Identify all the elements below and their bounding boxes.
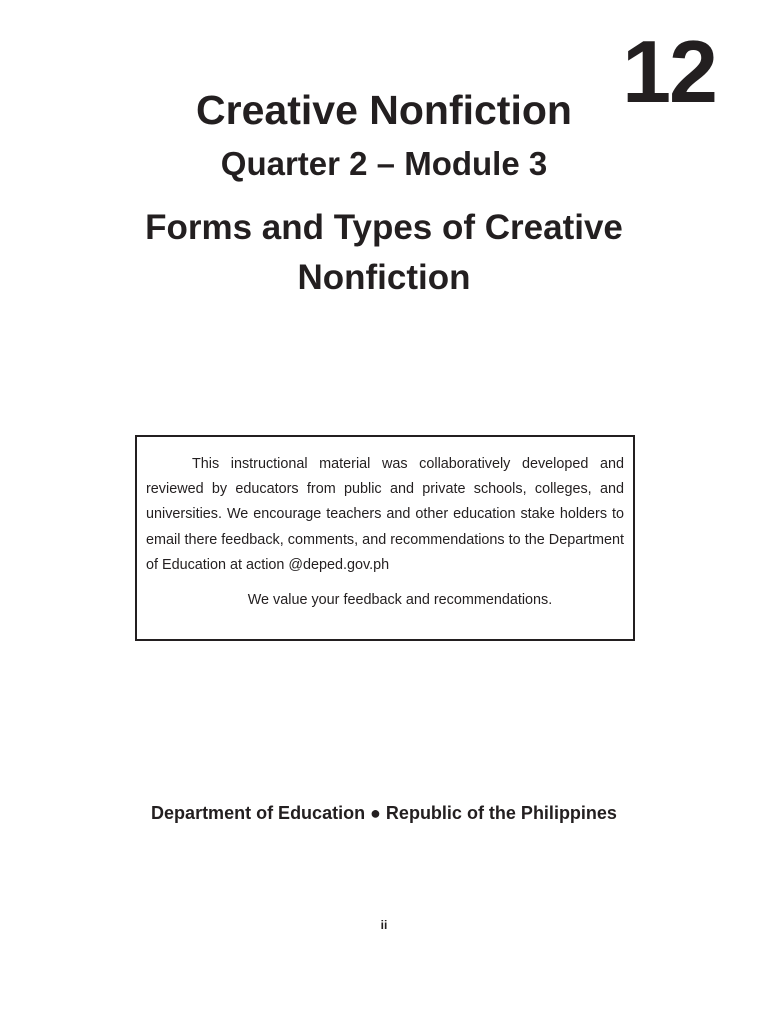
subject-title: Creative Nonfiction [196,87,572,133]
agency-line: Department of Education ● Republic of the Philippines [151,803,617,823]
page-number: ii [380,918,388,932]
quarter-module-label: Quarter 2 – Module 3 [220,145,548,182]
grade-number: 12 [622,22,716,121]
feedback-notice-box [135,435,635,641]
notice-body-text: This instructional material was collaboratively developed and reviewed by educators from public and private schools, colleges, and universities. We encourage teachers and other education stake holders to email there feedback, comments, and recommendations to the Department of Education at action @deped.gov.ph [146,456,624,573]
module-title: Forms and Types of Creative Nonfiction [145,208,623,297]
notice-closing-text: We value your feedback and recommendations. [247,592,553,609]
